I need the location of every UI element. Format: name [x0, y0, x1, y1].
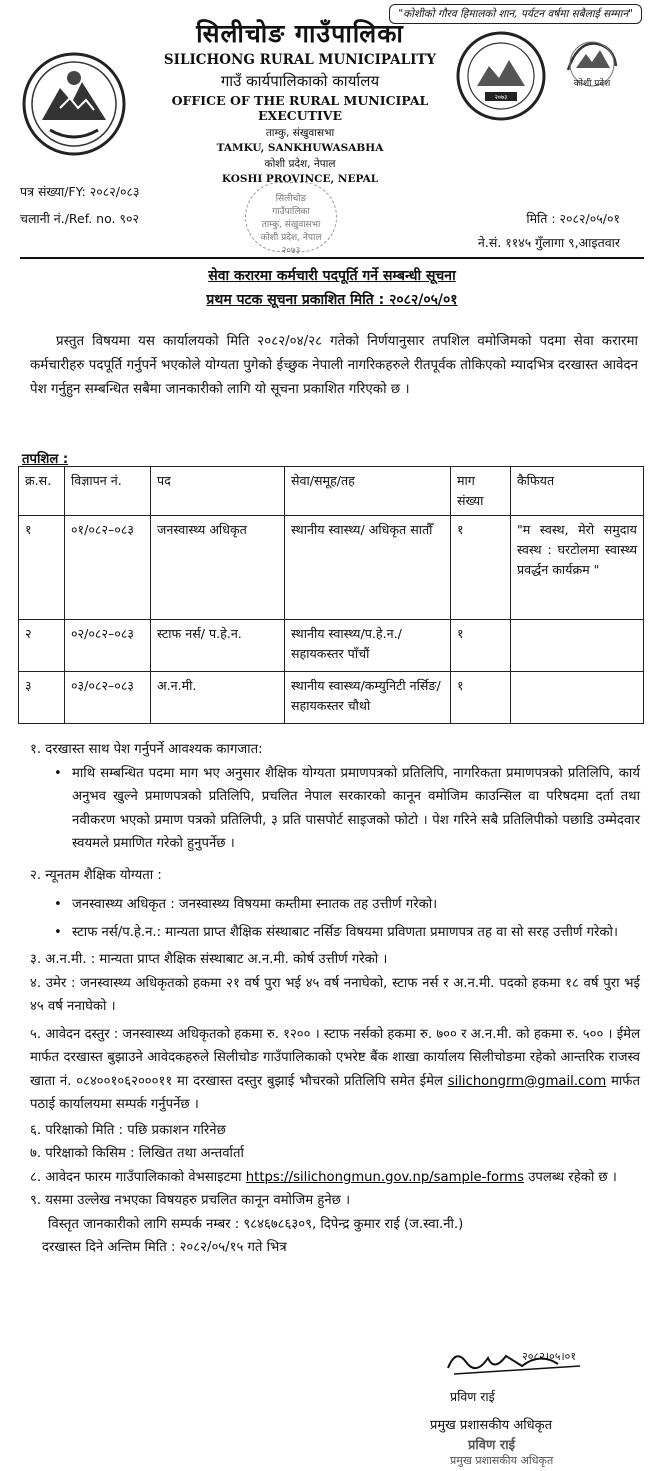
- stamp-designation: प्रमुख प्रशासकीय अधिकृत: [450, 1454, 554, 1467]
- req-2-title: २. न्यूनतम शैक्षिक योग्यता :: [30, 867, 162, 883]
- municipality-seal: [455, 30, 547, 122]
- nepal-sambat-date: ने.सं. ११४५ गुँलागा ९,आइतवार: [477, 235, 620, 250]
- req-3: ३. अ.न.मी. : मान्यता प्राप्त शैक्षिक संस्थाबाट अ.न.मी. कोर्ष उत्तीर्ण गरेको ।: [30, 952, 388, 967]
- tapsil-label: तपशिल :: [22, 452, 69, 467]
- cell-service: स्थानीय स्वास्थ्य/कम्युनिटी नर्सिङ/सहायकस्तर चौथो: [285, 672, 451, 724]
- table-header-row: [19, 467, 644, 516]
- req-8-text: ८. आवेदन फारम गाउँपालिकाको वेभसाइटमा: [30, 1169, 242, 1185]
- req-5: [30, 1023, 640, 1117]
- col-header-sn: क्र.स.: [19, 467, 65, 516]
- email-link[interactable]: silichongrm@gmail.com: [447, 1073, 607, 1089]
- cell-post: स्टाफ नर्स/ प.हे.न.: [151, 620, 285, 672]
- vacancy-table: [18, 466, 644, 724]
- cell-remarks: [511, 672, 644, 724]
- notice-title: सेवा करारमा कर्मचारी पदपूर्ति गर्ने सम्बन्धी सूचना: [208, 268, 456, 284]
- handwritten-signature: [430, 1344, 610, 1384]
- cell-count: १: [451, 672, 511, 724]
- cell-remarks: [511, 620, 644, 672]
- cell-sn: १: [19, 516, 65, 620]
- req-8: [30, 1166, 640, 1190]
- cell-ad-no: ०२/०८२–०८३: [65, 620, 151, 672]
- intro-paragraph: प्रस्तुत विषयमा यस कार्यालयको मिति २०८२/०४/२८ गतेको निर्णयानुसार तपशिल वमोजिमको पदमा सेवा करारमा कर्मचारीहरु पदपूर्ति गर्नुपर्ने भएकोले योग्यता पुगेको ईच्छुक नेपाली नागरिकहरुले रीतपूर्वक तोकिएको म्यादभित्र दरखास्त आवेदन पेश गर्नुहुन सम्बन्धित सबैमा जानकारीको लागि यो सूचना प्रकाशित गरिएको छ ।: [30, 334, 638, 397]
- office-name-np: गाउँ कार्यपालिकाको कार्यालय: [220, 72, 380, 90]
- header-divider: [20, 257, 644, 259]
- office-name-en: OFFICE OF THE RURAL MUNICIPAL EXECUTIVE: [171, 93, 429, 123]
- cell-count: १: [451, 620, 511, 672]
- col-header-post: पद: [151, 467, 285, 516]
- office-stamp: सिलीचोङ गाउँपालिका ताम्कु, संखुवासभा कोशी प्रदेश, नेपाल २०७३: [245, 182, 337, 252]
- seal-year: २०७३: [494, 94, 508, 101]
- cell-sn: २: [19, 620, 65, 672]
- req-4: ४. उमेर : जनस्वास्थ्य अधिकृतको हकमा २१ वर्ष पुरा भई ४५ वर्ष ननाघेको, स्टाफ नर्स र अ.न.मी. पदको हकमा १८ वर्ष पुरा भई ४५ वर्ष ननाघेको ।: [30, 975, 640, 1014]
- province-logo-label: कोशी प्रदेश: [573, 79, 611, 89]
- req-8-tail: उपलब्ध रहेको छ ।: [528, 1169, 617, 1185]
- application-deadline: दरखास्त दिने अन्तिम मिति : २०८२/०५/१५ गते भित्र: [42, 1240, 287, 1255]
- fiscal-year: पत्र संख्या/FY: २०८२/०८३: [20, 184, 140, 199]
- req-5-text: ५. आवेदन दस्तुर : जनस्वास्थ्य अधिकृतको हकमा रु. १२०० । स्टाफ नर्सको हकमा रु. ७०० र अ.न.मी. को हकमा रु. ५०० । ईमेल मार्फत दरखास्त बुझाउने आवेदकहरुले सिलीचोङ गाउँपालिकाको एभरेष्ट बैंक शाखा कार्यालय सिलीचोङमा रहेको आन्तरिक राजस्व खाता नं. ०८४००१०६२०००११ मा दरखास्त दस्तुर बुझाई भौचरको प्रतिलिपि समेत ईमेल: [30, 1026, 641, 1089]
- table-row: [19, 516, 644, 620]
- reference-number: चलानी नं./Ref. no. ९०२: [20, 211, 139, 226]
- table-row: [19, 620, 644, 672]
- req-7: ७. परिक्षाको किसिम : लिखित तथा अन्तर्वार्ता: [30, 1146, 244, 1161]
- cell-remarks: "म स्वस्थ, मेरो समुदाय स्वस्थ : घरटोलमा स्वास्थ्य प्रवर्द्धन कार्यक्रम ": [511, 516, 644, 620]
- municipality-name-en: SILICHONG RURAL MUNICIPALITY: [163, 52, 437, 68]
- cell-service: स्थानीय स्वास्थ्य/ अधिकृत सातौँ: [285, 516, 451, 620]
- cell-post: जनस्वास्थ्य अधिकृत: [151, 516, 285, 620]
- letterhead: [140, 16, 460, 185]
- stamp-name: प्रविण राई: [468, 1438, 515, 1453]
- koshi-province-logo: [558, 30, 626, 90]
- address-en: TAMKU, SANKHUWASABHA: [216, 142, 384, 154]
- req-6: ६. परिक्षाको मिति : पछि प्रकाशन गरिनेछ: [30, 1122, 226, 1138]
- col-header-service: सेवा/समूह/तह: [285, 467, 451, 516]
- col-header-count: माग संख्या: [451, 467, 511, 516]
- address-np: ताम्कु, संखुवासभा: [265, 127, 335, 139]
- req-2-bullet-2: • स्टाफ नर्स/प.हे.न.: मान्यता प्राप्त शैक्षिक संस्थाबाट नर्सिङ विषयमा प्रविणता प्रमाणपत्र तह वा सो सरह उत्तीर्ण गरेको।: [30, 921, 640, 945]
- col-header-remarks: कैफियत: [511, 467, 644, 516]
- req-1-title: १. दरखास्त साथ पेश गर्नुपर्ने आवश्यक कागजात:: [30, 742, 263, 757]
- slogan-box: "कोशीको गौरव हिमालको शान, पर्यटन वर्षमा सबैलाई सम्मान": [389, 4, 642, 24]
- signatory-name: प्रविण राई: [450, 1389, 495, 1404]
- province-en: KOSHI PROVINCE, NEPAL: [221, 173, 379, 185]
- req-2-bullet-1: • जनस्वास्थ्य अधिकृत : जनस्वास्थ्य विषयमा कम्तीमा स्नातक तह उत्तीर्ण गरेको।: [30, 893, 640, 917]
- sample-forms-link[interactable]: https://silichongmun.gov.np/sample-forms: [245, 1169, 524, 1185]
- cell-count: १: [451, 516, 511, 620]
- signature-date: २०८२।०५।०१: [522, 1350, 577, 1363]
- notice-subtitle: प्रथम पटक सूचना प्रकाशित मिति : २०८२/०५/०१: [206, 292, 458, 308]
- nepal-emblem-seal: [20, 50, 128, 158]
- requirements-section: [30, 738, 640, 1260]
- cell-sn: ३: [19, 672, 65, 724]
- cell-post: अ.न.मी.: [151, 672, 285, 724]
- contact-info: विस्तृत जानकारीको लागि सम्पर्क नम्बर : ९८४६७८६३०९, दिपेन्द्र कुमार राई (ज.स्वा.नी.): [48, 1216, 464, 1232]
- letter-date: मिति : २०८२/०५/०१: [526, 211, 620, 226]
- province-np: कोशी प्रदेश, नेपाल: [264, 158, 336, 170]
- cell-ad-no: ०१/०८२–०८३: [65, 516, 151, 620]
- cell-ad-no: ०३/०८२–०८३: [65, 672, 151, 724]
- signatory-designation: प्रमुख प्रशासकीय अधिकृत: [430, 1418, 553, 1433]
- req-9: ९. यसमा उल्लेख नभएका विषयहरु प्रचलित कानून वमोजिम हुनेछ ।: [30, 1193, 351, 1208]
- req-1-bullet: • माथि सम्बन्धित पदमा माग भए अनुसार शैक्षिक योग्यता प्रमाणपत्रको प्रतिलिपि, नागरिकता प्रमाणपत्रको प्रतिलिपि, कार्य अनुभव खुल्ने प्रमाणपत्रको प्रतिलिपि, प्रचलित नेपाल सरकारको कानून वमोजिम काउन्सिल वा परिषदमा दर्ता तथा नवीकरण भएको प्रमाण पत्रको प्रतिलिपी, ३ प्रति पासपोर्ट साइजको फोटो । पेश गरिने सबै प्रतिलिपीको पछाडि उम्मेदवार स्वयमले प्रमाणित गरेको हुनुपर्नेछ ।: [30, 762, 640, 856]
- municipality-name-np: सिलीचोङ गाउँपालिका: [196, 19, 404, 48]
- req-5-tail: मार्फत पठाई कार्यालयमा सम्पर्क गर्नुपर्नेछ ।: [30, 1073, 640, 1112]
- cell-service: स्थानीय स्वास्थ्य/प.हे.न./ सहायकस्तर पाँचौं: [285, 620, 451, 672]
- table-row: [19, 672, 644, 724]
- signature-block: [430, 1344, 630, 1468]
- col-header-ad-no: विज्ञापन नं.: [65, 467, 151, 516]
